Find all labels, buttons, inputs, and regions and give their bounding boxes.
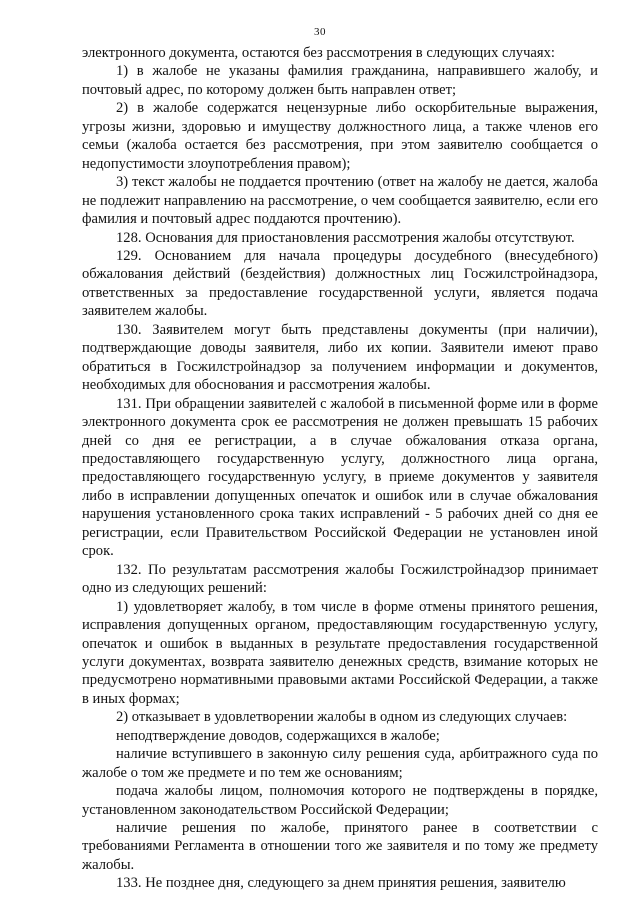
refusal-case-1: неподтверждение доводов, содержащихся в жалобе; (116, 727, 440, 744)
paragraph-133: 133. Не позднее дня, следующего за днем принятия решения, заявителю (116, 875, 566, 892)
refusal-case-4: наличие решения по жалобе, принятого ранее в соответствии с требованиями Регламента в отношении того же заявителя и по тому же предмету жалобы. (82, 820, 598, 873)
paragraph-item-2: 2) в жалобе содержатся нецензурные либо оскорбительные выражения, угрозы жизни, здоровью и имуществу должностного лица, а также членов его семьи (жалоба остается без рассмотрения, при этом заявителю сообщается о недопустимости злоупотребления правом); (82, 100, 598, 172)
paragraph-129: 129. Основанием для начала процедуры досудебного (внесудебного) обжалования действий (бездействия) должностных лиц Госжилстройнадзора, ответственных за предоставление государственной услуги, является подача заявителем жалобы. (82, 247, 598, 320)
paragraph-continuation: электронного документа, остаются без рассмотрения в следующих случаях: (82, 45, 555, 61)
paragraph-131: 131. При обращении заявителей с жалобой в письменной форме или в форме электронного документа срок ее рассмотрения не должен превышать 15 рабочих дней со дня ее регистрации, а в случае обжалования отказа органа, предоставляющего государственную услугу, должностного лица органа, предоставляющего государственную услугу, в приеме документов у заявителя либо в исправлении допущенных опечаток и ошибок или в случае обжалования нарушения установленного срока таких исправлений - 5 рабочих дней со дня ее регистрации, если Правительством Российской Федерации не установлен иной срок. (82, 395, 598, 560)
paragraph-132-item-1: 1) удовлетворяет жалобу, в том числе в форме отмены принятого решения, исправления допущенных органом, предоставляющим государственную услугу, опечаток и ошибок в выданных в результате предоставления государственной услуги документах, возврата заявителю денежных средств, взимание которых не предусмотрено нормативными правовыми актами Российской Федерации, а также в иных формах; (82, 598, 598, 707)
paragraph-132-item-2: 2) отказывает в удовлетворении жалобы в одном из следующих случаев: (116, 709, 568, 726)
paragraph-128: 128. Основания для приостановления рассмотрения жалобы отсутствуют. (116, 229, 575, 246)
paragraph-item-1: 1) в жалобе не указаны фамилия гражданина, направившего жалобу, и почтовый адрес, по которому должен быть направлен ответ; (82, 63, 598, 98)
paragraph-132: 132. По результатам рассмотрения жалобы Госжилстройнадзор принимает одно из следующих решений: (82, 561, 598, 597)
paragraph-130: 130. Заявителем могут быть представлены документы (при наличии), подтверждающие доводы заявителя, либо их копии. Заявители имеют право обратиться в Госжилстройнадзор за получением информации и документов, необходимых для обоснования и рассмотрения жалобы. (82, 321, 598, 394)
refusal-case-2: наличие вступившего в законную силу решения суда, арбитражного суда по жалобе о том же предмете и по тем же основаниям; (82, 746, 598, 781)
refusal-case-3: подача жалобы лицом, полномочия которого не подтверждены в порядке, установленном законодательством Российской Федерации; (82, 783, 598, 818)
page-number: 30 (314, 26, 326, 38)
document-body (82, 44, 598, 893)
paragraph-item-3: 3) текст жалобы не поддается прочтению (ответ на жалобу не дается, жалоба не подлежит направлению на рассмотрение, о чем сообщается заявителю, если его фамилия и почтовый адрес поддаются прочтению). (82, 174, 598, 228)
